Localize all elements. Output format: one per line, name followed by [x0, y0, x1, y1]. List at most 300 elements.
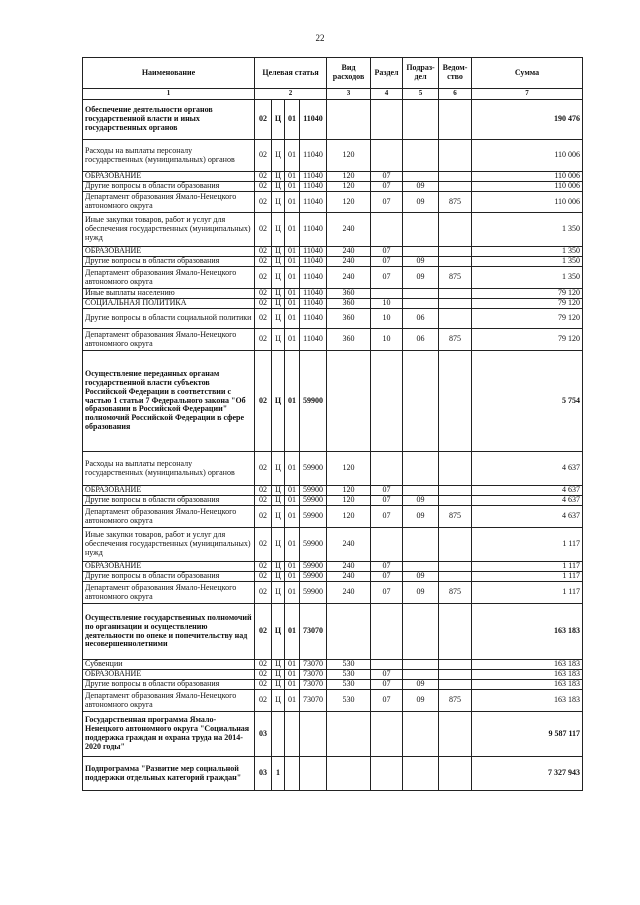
department-code: 875 [439, 582, 472, 604]
subsection-code [403, 452, 439, 486]
target-code-letter: Ц [272, 660, 285, 670]
column-number: 4 [371, 89, 403, 100]
section-code: 10 [371, 299, 403, 309]
expense-type-code: 120 [327, 140, 371, 172]
row-sum: 5 754 [472, 351, 583, 452]
target-code-number [300, 712, 327, 757]
expense-type-code: 240 [327, 582, 371, 604]
section-code: 07 [371, 486, 403, 496]
target-code-number: 11040 [300, 140, 327, 172]
department-code: 875 [439, 192, 472, 213]
row-name: Подпрограмма "Развитие мер социальной поддержки отдельных категорий граждан" [83, 757, 255, 791]
subsection-code [403, 289, 439, 299]
target-code-sub: 01 [285, 100, 300, 140]
row-sum: 9 587 117 [472, 712, 583, 757]
row-sum: 1 117 [472, 562, 583, 572]
target-code-program: 02 [255, 506, 272, 528]
target-code-letter: Ц [272, 309, 285, 329]
section-code [371, 712, 403, 757]
target-code-number: 11040 [300, 267, 327, 289]
row-name: Иные выплаты населению [83, 289, 255, 299]
target-code-number: 11040 [300, 213, 327, 247]
expense-type-code: 240 [327, 528, 371, 562]
table-row [83, 289, 583, 299]
header-sum: Сумма [472, 58, 583, 89]
column-number: 6 [439, 89, 472, 100]
row-sum: 1 117 [472, 528, 583, 562]
section-code [371, 289, 403, 299]
target-code-number [300, 757, 327, 791]
target-code-letter: Ц [272, 329, 285, 351]
section-code: 07 [371, 690, 403, 712]
department-code: 875 [439, 329, 472, 351]
section-code: 07 [371, 506, 403, 528]
target-code-sub: 01 [285, 299, 300, 309]
target-code-letter: Ц [272, 192, 285, 213]
row-name: Осуществление переданных органам государственной власти субъектов Российской Федерации в соответствии с частью 1 статьи 7 Федерального закона "Об образовании в Российской Федерации" полномочий Российской Федерации в сфере образования [83, 351, 255, 452]
expense-type-code [327, 351, 371, 452]
row-sum: 4 637 [472, 496, 583, 506]
table-row [83, 496, 583, 506]
target-code-letter: Ц [272, 528, 285, 562]
target-code-sub: 01 [285, 562, 300, 572]
target-code-letter: Ц [272, 582, 285, 604]
department-code [439, 712, 472, 757]
target-code-letter: Ц [272, 572, 285, 582]
subsection-code [403, 670, 439, 680]
department-code [439, 604, 472, 660]
target-code-program: 02 [255, 670, 272, 680]
target-code-sub: 01 [285, 182, 300, 192]
expense-type-code: 240 [327, 247, 371, 257]
target-code-program: 02 [255, 329, 272, 351]
target-code-number: 59900 [300, 496, 327, 506]
target-code-sub: 01 [285, 670, 300, 680]
target-code-number: 11040 [300, 289, 327, 299]
row-name: Иные закупки товаров, работ и услуг для обеспечения государственных (муниципальных) нужд [83, 528, 255, 562]
expense-type-code: 120 [327, 496, 371, 506]
expense-type-code [327, 757, 371, 791]
target-code-number: 11040 [300, 257, 327, 267]
subsection-code [403, 140, 439, 172]
subsection-code: 09 [403, 192, 439, 213]
target-code-letter: Ц [272, 247, 285, 257]
department-code [439, 351, 472, 452]
target-code-program: 02 [255, 351, 272, 452]
row-sum: 1 350 [472, 267, 583, 289]
target-code-letter: Ц [272, 351, 285, 452]
target-code-sub: 01 [285, 582, 300, 604]
expense-type-code: 360 [327, 329, 371, 351]
target-code-letter: Ц [272, 562, 285, 572]
department-code [439, 452, 472, 486]
table-row [83, 172, 583, 182]
row-sum: 79 120 [472, 329, 583, 351]
table-row [83, 506, 583, 528]
row-sum: 79 120 [472, 309, 583, 329]
target-code-sub: 01 [285, 329, 300, 351]
table-row [83, 660, 583, 670]
target-code-sub: 01 [285, 486, 300, 496]
row-sum: 110 006 [472, 182, 583, 192]
table-row [83, 562, 583, 572]
target-code-letter [272, 712, 285, 757]
target-code-number: 11040 [300, 182, 327, 192]
expense-type-code [327, 604, 371, 660]
section-code: 10 [371, 329, 403, 351]
row-sum: 163 183 [472, 670, 583, 680]
section-code: 07 [371, 670, 403, 680]
subsection-code [403, 757, 439, 791]
table-row [83, 604, 583, 660]
department-code: 875 [439, 267, 472, 289]
header-department: Ведом-ство [439, 58, 472, 89]
row-name: Другие вопросы в области социальной политики [83, 309, 255, 329]
department-code [439, 496, 472, 506]
target-code-letter: Ц [272, 604, 285, 660]
department-code [439, 140, 472, 172]
row-name: Другие вопросы в области образования [83, 496, 255, 506]
row-name: Субвенции [83, 660, 255, 670]
target-code-number: 73070 [300, 660, 327, 670]
target-code-sub [285, 757, 300, 791]
target-code-number: 11040 [300, 309, 327, 329]
row-sum: 110 006 [472, 192, 583, 213]
subsection-code: 09 [403, 496, 439, 506]
section-code [371, 452, 403, 486]
row-sum: 1 350 [472, 213, 583, 247]
section-code: 07 [371, 496, 403, 506]
expense-type-code: 120 [327, 486, 371, 496]
target-code-letter: Ц [272, 182, 285, 192]
row-sum: 163 183 [472, 680, 583, 690]
subsection-code: 09 [403, 572, 439, 582]
subsection-code [403, 660, 439, 670]
target-code-program: 02 [255, 452, 272, 486]
subsection-code [403, 100, 439, 140]
subsection-code: 09 [403, 182, 439, 192]
table-row [83, 757, 583, 791]
target-code-sub: 01 [285, 289, 300, 299]
target-code-sub: 01 [285, 690, 300, 712]
target-code-sub: 01 [285, 267, 300, 289]
target-code-program: 02 [255, 100, 272, 140]
header-subsection: Подраз-дел [403, 58, 439, 89]
column-number: 1 [83, 89, 255, 100]
row-name: Обеспечение деятельности органов государственной власти и иных государственных органов [83, 100, 255, 140]
subsection-code [403, 486, 439, 496]
row-sum: 1 350 [472, 257, 583, 267]
section-code [371, 213, 403, 247]
section-code [371, 528, 403, 562]
target-code-letter: Ц [272, 670, 285, 680]
subsection-code: 06 [403, 329, 439, 351]
table-row [83, 452, 583, 486]
target-code-sub: 01 [285, 452, 300, 486]
target-code-letter: Ц [272, 486, 285, 496]
target-code-program: 02 [255, 496, 272, 506]
target-code-program: 02 [255, 660, 272, 670]
row-name: ОБРАЗОВАНИЕ [83, 247, 255, 257]
target-code-sub: 01 [285, 604, 300, 660]
row-sum: 7 327 943 [472, 757, 583, 791]
expense-type-code: 120 [327, 506, 371, 528]
table-row [83, 528, 583, 562]
target-code-number: 11040 [300, 172, 327, 182]
section-code [371, 100, 403, 140]
target-code-program: 02 [255, 680, 272, 690]
target-code-number: 11040 [300, 299, 327, 309]
expense-type-code: 240 [327, 213, 371, 247]
target-code-sub: 01 [285, 257, 300, 267]
subsection-code [403, 712, 439, 757]
expense-type-code: 360 [327, 299, 371, 309]
column-number: 7 [472, 89, 583, 100]
section-code: 07 [371, 247, 403, 257]
row-sum: 163 183 [472, 604, 583, 660]
department-code: 875 [439, 506, 472, 528]
row-name: Расходы на выплаты персоналу государственных (муниципальных) органов [83, 140, 255, 172]
target-code-sub: 01 [285, 528, 300, 562]
row-name: Департамент образования Ямало-Ненецкого автономного округа [83, 690, 255, 712]
department-code [439, 486, 472, 496]
row-name: Другие вопросы в области образования [83, 572, 255, 582]
subsection-code: 09 [403, 690, 439, 712]
row-sum: 4 637 [472, 452, 583, 486]
section-code: 07 [371, 257, 403, 267]
target-code-number: 59900 [300, 572, 327, 582]
target-code-number: 73070 [300, 604, 327, 660]
target-code-letter: Ц [272, 452, 285, 486]
target-code-program: 03 [255, 712, 272, 757]
section-code: 07 [371, 562, 403, 572]
target-code-sub: 01 [285, 140, 300, 172]
subsection-code: 09 [403, 257, 439, 267]
section-code [371, 660, 403, 670]
table-header [83, 58, 583, 100]
target-code-sub: 01 [285, 192, 300, 213]
budget-table [82, 57, 583, 791]
department-code: 875 [439, 690, 472, 712]
target-code-number: 59900 [300, 562, 327, 572]
subsection-code [403, 604, 439, 660]
row-name: Департамент образования Ямало-Ненецкого автономного округа [83, 267, 255, 289]
department-code [439, 257, 472, 267]
row-name: ОБРАЗОВАНИЕ [83, 172, 255, 182]
header-expense-type: Вид расходов [327, 58, 371, 89]
expense-type-code: 240 [327, 562, 371, 572]
table-row [83, 572, 583, 582]
table-row [83, 182, 583, 192]
table-row [83, 309, 583, 329]
target-code-program: 02 [255, 182, 272, 192]
target-code-number: 11040 [300, 329, 327, 351]
expense-type-code: 120 [327, 452, 371, 486]
target-code-program: 02 [255, 289, 272, 299]
row-name: Департамент образования Ямало-Ненецкого автономного округа [83, 582, 255, 604]
expense-type-code: 120 [327, 182, 371, 192]
department-code [439, 757, 472, 791]
target-code-sub: 01 [285, 351, 300, 452]
expense-type-code [327, 712, 371, 757]
target-code-letter: Ц [272, 289, 285, 299]
department-code [439, 172, 472, 182]
section-code: 07 [371, 680, 403, 690]
target-code-letter: Ц [272, 140, 285, 172]
target-code-letter: Ц [272, 506, 285, 528]
section-code [371, 604, 403, 660]
header-name: Наименование [83, 58, 255, 89]
target-code-number: 11040 [300, 247, 327, 257]
target-code-number: 73070 [300, 670, 327, 680]
target-code-number: 11040 [300, 192, 327, 213]
row-name: Государственная программа Ямало-Ненецкого автономного округа "Социальная поддержка граждан и охрана труда на 2014-2020 годы" [83, 712, 255, 757]
target-code-letter: Ц [272, 267, 285, 289]
target-code-sub: 01 [285, 172, 300, 182]
department-code [439, 680, 472, 690]
table-row [83, 192, 583, 213]
target-code-program: 02 [255, 582, 272, 604]
target-code-program: 02 [255, 213, 272, 247]
department-code [439, 309, 472, 329]
table-row [83, 690, 583, 712]
target-code-sub: 01 [285, 496, 300, 506]
row-sum: 79 120 [472, 289, 583, 299]
header-target-article: Целевая статья [255, 58, 327, 89]
target-code-program: 02 [255, 572, 272, 582]
row-name: ОБРАЗОВАНИЕ [83, 670, 255, 680]
row-sum: 1 117 [472, 572, 583, 582]
target-code-program: 02 [255, 257, 272, 267]
target-code-letter: Ц [272, 213, 285, 247]
target-code-sub [285, 712, 300, 757]
subsection-code: 09 [403, 506, 439, 528]
column-number: 5 [403, 89, 439, 100]
table-row [83, 329, 583, 351]
section-code: 07 [371, 192, 403, 213]
target-code-program: 02 [255, 604, 272, 660]
expense-type-code: 240 [327, 572, 371, 582]
department-code [439, 572, 472, 582]
header-section: Раздел [371, 58, 403, 89]
row-name: Другие вопросы в области образования [83, 680, 255, 690]
target-code-letter: Ц [272, 496, 285, 506]
row-sum: 110 006 [472, 140, 583, 172]
target-code-sub: 01 [285, 309, 300, 329]
section-code [371, 757, 403, 791]
table-row [83, 213, 583, 247]
target-code-number: 59900 [300, 351, 327, 452]
expense-type-code: 240 [327, 267, 371, 289]
table-row [83, 299, 583, 309]
target-code-letter: Ц [272, 680, 285, 690]
row-sum: 163 183 [472, 660, 583, 670]
target-code-sub: 01 [285, 660, 300, 670]
subsection-code: 06 [403, 309, 439, 329]
section-code [371, 351, 403, 452]
target-code-number: 11040 [300, 100, 327, 140]
target-code-number: 59900 [300, 582, 327, 604]
target-code-letter: Ц [272, 299, 285, 309]
row-sum: 4 637 [472, 486, 583, 496]
row-sum: 190 476 [472, 100, 583, 140]
row-name: Департамент образования Ямало-Ненецкого автономного округа [83, 192, 255, 213]
expense-type-code: 530 [327, 670, 371, 680]
target-code-program: 02 [255, 562, 272, 572]
subsection-code [403, 299, 439, 309]
section-code: 10 [371, 309, 403, 329]
department-code [439, 247, 472, 257]
row-sum: 110 006 [472, 172, 583, 182]
subsection-code: 09 [403, 680, 439, 690]
row-name: ОБРАЗОВАНИЕ [83, 562, 255, 572]
table-row [83, 670, 583, 680]
expense-type-code: 360 [327, 289, 371, 299]
target-code-program: 02 [255, 267, 272, 289]
department-code [439, 660, 472, 670]
target-code-letter: Ц [272, 172, 285, 182]
page-number: 22 [315, 33, 325, 43]
section-code: 07 [371, 172, 403, 182]
department-code [439, 100, 472, 140]
target-code-program: 02 [255, 690, 272, 712]
target-code-sub: 01 [285, 213, 300, 247]
row-name: Другие вопросы в области образования [83, 182, 255, 192]
table-row [83, 257, 583, 267]
table-row [83, 486, 583, 496]
target-code-program: 02 [255, 299, 272, 309]
target-code-number: 59900 [300, 506, 327, 528]
section-code: 07 [371, 182, 403, 192]
target-code-sub: 01 [285, 247, 300, 257]
target-code-letter: Ц [272, 690, 285, 712]
subsection-code [403, 213, 439, 247]
subsection-code [403, 351, 439, 452]
department-code [439, 213, 472, 247]
subsection-code [403, 528, 439, 562]
department-code [439, 182, 472, 192]
subsection-code [403, 172, 439, 182]
target-code-sub: 01 [285, 572, 300, 582]
expense-type-code: 240 [327, 257, 371, 267]
row-sum: 79 120 [472, 299, 583, 309]
department-code [439, 528, 472, 562]
target-code-program: 02 [255, 192, 272, 213]
table-body [83, 100, 583, 791]
expense-type-code: 120 [327, 192, 371, 213]
table-row [83, 680, 583, 690]
target-code-number: 73070 [300, 680, 327, 690]
row-sum: 4 637 [472, 506, 583, 528]
section-code [371, 140, 403, 172]
expense-type-code: 360 [327, 309, 371, 329]
subsection-code: 09 [403, 582, 439, 604]
department-code [439, 670, 472, 680]
target-code-program: 02 [255, 309, 272, 329]
table-row [83, 351, 583, 452]
row-name: Расходы на выплаты персоналу государственных (муниципальных) органов [83, 452, 255, 486]
target-code-program: 02 [255, 172, 272, 182]
row-name: Другие вопросы в области образования [83, 257, 255, 267]
expense-type-code: 530 [327, 690, 371, 712]
target-code-number: 59900 [300, 486, 327, 496]
row-name: СОЦИАЛЬНАЯ ПОЛИТИКА [83, 299, 255, 309]
department-code [439, 299, 472, 309]
section-code: 07 [371, 572, 403, 582]
row-name: ОБРАЗОВАНИЕ [83, 486, 255, 496]
target-code-program: 02 [255, 140, 272, 172]
target-code-letter: Ц [272, 100, 285, 140]
